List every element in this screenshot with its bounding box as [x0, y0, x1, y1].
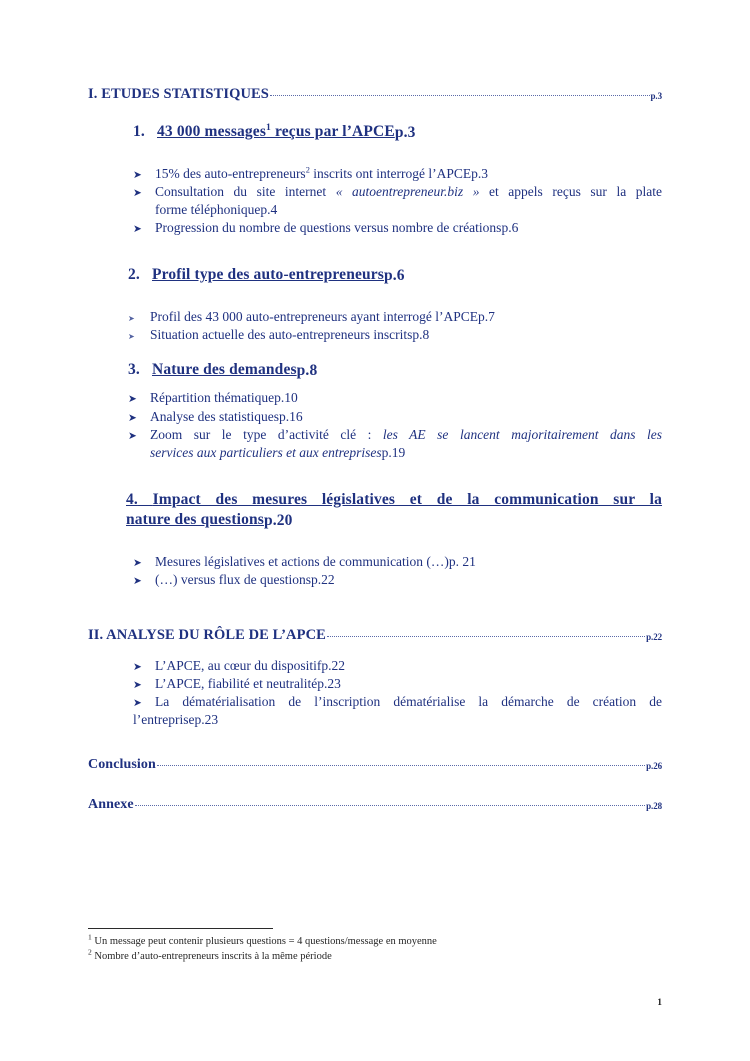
spacer: [88, 284, 662, 308]
spacer: [88, 141, 662, 165]
toc-entry[interactable]: [128, 408, 662, 426]
arrow-bullet-icon: ➤: [128, 332, 135, 342]
footnote-mark: 1: [88, 932, 92, 942]
arrow-bullet-icon: ➤: [133, 187, 142, 200]
toc-entry-label: Mesures législatives et actions de communication (…): [155, 553, 449, 569]
footnote-text: Nombre d’auto-entrepreneurs inscrits à la même période: [94, 951, 332, 963]
toc-section-3-number: 3.: [128, 361, 140, 379]
toc-annexe-page: p.28: [646, 801, 662, 812]
spacer: [88, 589, 662, 627]
toc-entry-label-line1: Zoom sur le type d’activité clé : les AE se lancent majoritairement dans les: [150, 426, 662, 442]
toc-entry-page: p.19: [381, 444, 406, 460]
spacer: [88, 773, 662, 797]
dot-leader: [327, 636, 645, 637]
arrow-bullet-icon: ➤: [133, 223, 142, 236]
toc-entry-label-line1: Consultation du site internet « autoentrepreneur.biz » et appels reçus sur la plate: [155, 184, 662, 200]
toc-entry-page: p.10: [274, 390, 298, 406]
spacer: [88, 379, 662, 389]
spacer: [88, 237, 662, 266]
toc-entry-page: p.22: [321, 657, 345, 673]
toc-section-2-title: Profil type des auto-entrepreneurs: [152, 266, 384, 284]
toc-entry[interactable]: [128, 389, 662, 407]
toc-entry-label-line2: services aux particuliers et aux entreprises: [150, 444, 382, 460]
toc-conclusion-page: p.26: [646, 761, 662, 772]
toc-annexe[interactable]: [88, 797, 662, 813]
toc-entry-page: p.4: [260, 202, 278, 218]
page-folio: 1: [657, 998, 662, 1008]
toc-section-3-page: p.8: [296, 362, 318, 380]
toc-part-2[interactable]: [88, 627, 662, 644]
toc-entry-page: p.16: [278, 408, 303, 424]
toc-section-1-title: 43 000 messages$^1$ reçus par l’APCE: [157, 121, 395, 140]
toc-part-1[interactable]: [88, 86, 662, 103]
arrow-bullet-icon: ➤: [133, 574, 142, 587]
toc-entry-page: p.23: [317, 676, 341, 692]
toc-part-2-page: p.22: [646, 631, 662, 642]
toc-section-1[interactable]: [88, 123, 662, 141]
toc-entry[interactable]: [133, 219, 662, 237]
toc-section-1-bullets: [88, 165, 662, 237]
arrow-bullet-icon: ➤: [128, 429, 137, 442]
toc-entry[interactable]: [133, 553, 662, 571]
arrow-bullet-icon: ➤: [133, 660, 142, 673]
spacer: [88, 103, 662, 123]
toc-entry-label-line2: l’entreprise: [133, 712, 195, 728]
toc-section-4-bullets: [88, 553, 662, 589]
toc-entry-label-line1: La dématérialisation de l’inscription dématérialise la démarche de création de: [155, 694, 662, 710]
toc-entry-label: L’APCE, fiabilité et neutralité: [155, 676, 318, 692]
toc-entry-page: p.7: [478, 309, 495, 325]
footnote-mark: 2: [88, 947, 92, 957]
table-of-contents: [88, 86, 662, 813]
toc-entry-label: L’APCE, au cœur du dispositif: [155, 657, 322, 673]
toc-entry-label-line2: forme téléphonique: [155, 202, 261, 218]
toc-part-1-label: I. ETUDES STATISTIQUES: [88, 86, 269, 102]
arrow-bullet-icon: ➤: [133, 169, 142, 181]
footnote-ref-2[interactable]: 2: [305, 165, 310, 175]
arrow-bullet-icon: ➤: [133, 679, 142, 692]
toc-entry-label: Profil des 43 000 auto-entrepreneurs ayant interrogé l’APCE: [150, 309, 479, 325]
toc-section-2[interactable]: [88, 266, 662, 284]
toc-section-4[interactable]: [88, 491, 662, 529]
arrow-bullet-icon: ➤: [128, 314, 135, 324]
toc-entry-label: 15% des auto-entrepreneurs$^2$ inscrits ont interrogé l’APCE: [155, 165, 472, 181]
toc-part-2-bullets: [88, 657, 662, 729]
toc-entry-label: Analyse des statistiques: [150, 408, 279, 424]
footnote-ref-1[interactable]: 1: [266, 121, 271, 133]
spacer: [88, 462, 662, 491]
toc-entry[interactable]: [128, 326, 662, 344]
arrow-bullet-icon: ➤: [133, 697, 142, 710]
toc-entry[interactable]: [133, 183, 662, 219]
toc-conclusion-label: Conclusion: [88, 757, 156, 773]
toc-part-2-label: II. ANALYSE DU RÔLE DE L’APCE: [88, 626, 326, 643]
toc-section-4-number: 4.: [126, 490, 138, 508]
toc-entry[interactable]: [133, 675, 662, 693]
footnotes-area: [88, 928, 662, 964]
toc-annexe-label: Annexe: [88, 797, 134, 813]
toc-section-2-bullets: [88, 308, 662, 344]
toc-entry-label: Progression du nombre de questions versus nombre de créations: [155, 220, 502, 236]
toc-entry-page: p.3: [471, 166, 488, 181]
toc-entry-page: p.6: [501, 220, 519, 236]
arrow-bullet-icon: ➤: [128, 393, 137, 406]
toc-entry-page: p.22: [310, 571, 335, 587]
dot-leader: [157, 765, 645, 766]
toc-entry[interactable]: [128, 426, 662, 462]
toc-part-1-page: p.3: [650, 91, 662, 101]
spacer: [88, 529, 662, 553]
toc-entry[interactable]: [133, 165, 662, 183]
footnote-separator-rule: [88, 928, 273, 929]
toc-entry-label: Situation actuelle des auto-entrepreneurs inscrits: [150, 327, 413, 343]
toc-section-3-title: Nature des demandes: [152, 361, 297, 379]
dot-leader: [135, 805, 645, 806]
toc-section-3-bullets: [88, 389, 662, 461]
toc-entry-page: p.8: [412, 327, 430, 343]
toc-section-4-title-line2: nature des questions: [126, 510, 264, 528]
toc-section-2-number: 2.: [128, 266, 140, 284]
arrow-bullet-icon: ➤: [128, 411, 137, 424]
toc-entry[interactable]: [133, 571, 662, 589]
toc-entry[interactable]: [133, 693, 662, 729]
toc-section-4-page: p.20: [263, 511, 293, 529]
toc-entry[interactable]: [133, 657, 662, 675]
toc-section-1-page: p.3: [394, 124, 416, 141]
toc-entry-page: p. 21: [448, 553, 476, 569]
toc-section-4-title-line1: 4. Impact des mesures législatives et de la communication sur la: [126, 490, 663, 508]
spacer: [88, 644, 662, 657]
toc-section-1-number: 1.: [133, 123, 145, 140]
spacer: [88, 729, 662, 757]
toc-entry[interactable]: [128, 308, 662, 326]
toc-section-2-page: p.6: [383, 267, 405, 285]
toc-entry-label: (…) versus flux de questions: [155, 571, 311, 587]
toc-entry-label: Répartition thématique: [150, 390, 275, 406]
dot-leader: [270, 95, 650, 96]
footnote-item: [88, 934, 662, 949]
spacer: [88, 344, 662, 361]
toc-section-3[interactable]: [88, 361, 662, 379]
toc-entry-page: p.23: [194, 712, 219, 728]
footnote-text: Un message peut contenir plusieurs questions = 4 questions/message en moyenne: [94, 936, 437, 947]
footnote-item: [88, 949, 662, 964]
toc-conclusion[interactable]: [88, 757, 662, 773]
arrow-bullet-icon: ➤: [133, 556, 142, 569]
